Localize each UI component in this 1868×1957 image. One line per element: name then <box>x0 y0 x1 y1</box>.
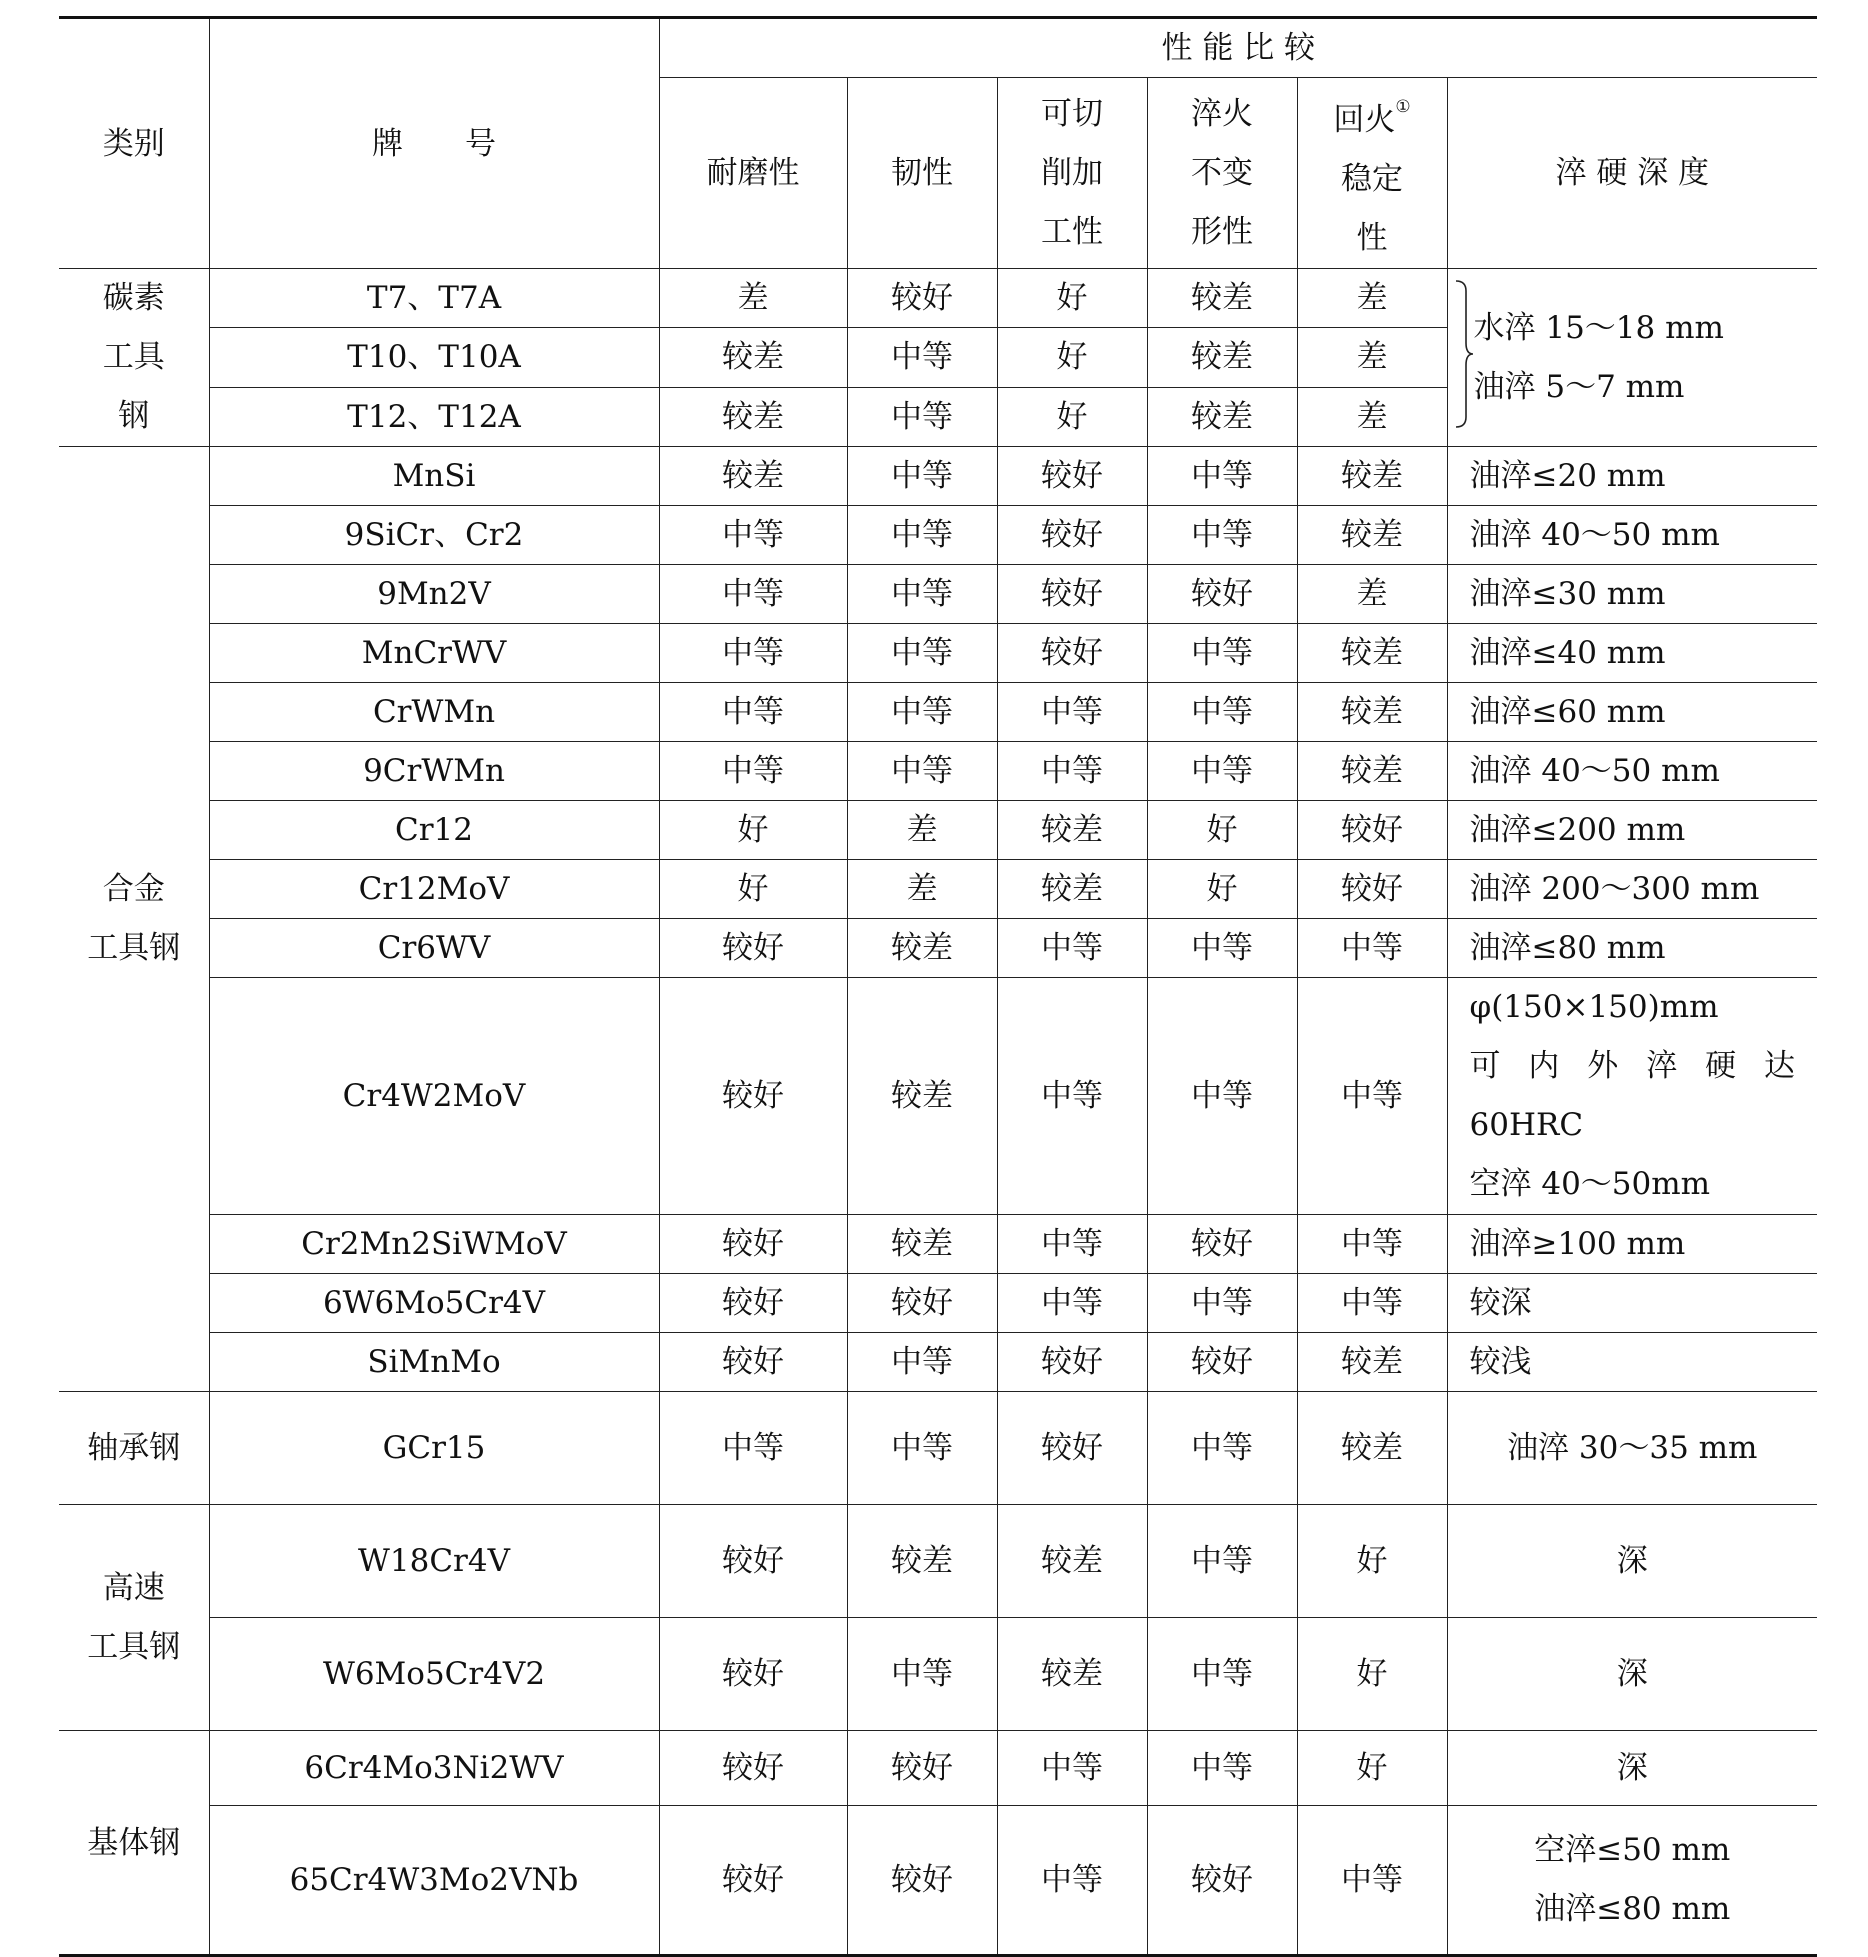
distortion-cell: 较差 <box>1147 269 1297 328</box>
tempering-cell: 较差 <box>1297 742 1447 801</box>
table-row <box>59 801 1817 860</box>
brace-icon <box>1452 279 1474 429</box>
wear-cell: 较差 <box>659 447 847 506</box>
header-hardenability: 淬 硬 深 度 <box>1447 78 1817 269</box>
hardenability-cell: 较深 <box>1447 1274 1817 1333</box>
distortion-cell: 中等 <box>1147 624 1297 683</box>
grade-cell: 65Cr4W3Mo2VNb <box>209 1806 659 1956</box>
tempering-cell: 较差 <box>1297 1333 1447 1392</box>
hardenability-cell: 较浅 <box>1447 1333 1817 1392</box>
toughness-cell: 差 <box>847 860 997 919</box>
toughness-cell: 中等 <box>847 1333 997 1392</box>
wear-cell: 较好 <box>659 1505 847 1618</box>
grade-cell: T10、T10A <box>209 328 659 387</box>
distortion-cell: 中等 <box>1147 1731 1297 1806</box>
group-matrix-steel: 基体钢 <box>59 1731 209 1956</box>
group-high-speed-steel: 高速 工具钢 <box>59 1505 209 1731</box>
grade-cell: 9SiCr、Cr2 <box>209 506 659 565</box>
machinability-cell: 中等 <box>997 978 1147 1215</box>
distortion-cell: 中等 <box>1147 919 1297 978</box>
tempering-cell: 较差 <box>1297 624 1447 683</box>
grade-cell: CrWMn <box>209 683 659 742</box>
grade-cell: MnSi <box>209 447 659 506</box>
hardenability-cell: 油淬≥100 mm <box>1447 1215 1817 1274</box>
toughness-cell: 较差 <box>847 1215 997 1274</box>
tempering-cell: 中等 <box>1297 1806 1447 1956</box>
tempering-cell: 较好 <box>1297 860 1447 919</box>
hardenability-cell: 深 <box>1447 1505 1817 1618</box>
grade-cell: SiMnMo <box>209 1333 659 1392</box>
toughness-cell: 中等 <box>847 387 997 446</box>
table-row <box>59 447 1817 506</box>
toughness-cell: 中等 <box>847 683 997 742</box>
tempering-cell: 中等 <box>1297 1274 1447 1333</box>
grade-cell: 9CrWMn <box>209 742 659 801</box>
toughness-cell: 中等 <box>847 565 997 624</box>
grade-cell: T12、T12A <box>209 387 659 446</box>
grade-cell: Cr12 <box>209 801 659 860</box>
grade-cell: T7、T7A <box>209 269 659 328</box>
distortion-cell: 较好 <box>1147 565 1297 624</box>
distortion-cell: 中等 <box>1147 1618 1297 1731</box>
table-row <box>59 1806 1817 1956</box>
table-row <box>59 860 1817 919</box>
toughness-cell: 中等 <box>847 328 997 387</box>
group-alloy-tool-steel: 合金 工具钢 <box>59 447 209 1392</box>
wear-cell: 较好 <box>659 1731 847 1806</box>
wear-cell: 较差 <box>659 328 847 387</box>
toughness-cell: 中等 <box>847 742 997 801</box>
hardenability-cell: 空淬≤50 mm 油淬≤80 mm <box>1447 1806 1817 1956</box>
wear-cell: 较好 <box>659 1274 847 1333</box>
carbon-hardenability-cell: 水淬 15～18 mm 油淬 5～7 mm <box>1447 269 1817 447</box>
machinability-cell: 较差 <box>997 1505 1147 1618</box>
table-row <box>59 1333 1817 1392</box>
hardenability-cell: 油淬≤30 mm <box>1447 565 1817 624</box>
wear-cell: 较好 <box>659 1806 847 1956</box>
distortion-cell: 较好 <box>1147 1806 1297 1956</box>
machinability-cell: 中等 <box>997 1806 1147 1956</box>
wear-cell: 差 <box>659 269 847 328</box>
distortion-cell: 中等 <box>1147 1505 1297 1618</box>
distortion-cell: 中等 <box>1147 683 1297 742</box>
machinability-cell: 较好 <box>997 624 1147 683</box>
distortion-cell: 中等 <box>1147 1274 1297 1333</box>
machinability-cell: 较好 <box>997 506 1147 565</box>
hardenability-cell: 油淬≤40 mm <box>1447 624 1817 683</box>
wear-cell: 中等 <box>659 742 847 801</box>
grade-cell: MnCrWV <box>209 624 659 683</box>
toughness-cell: 中等 <box>847 447 997 506</box>
machinability-cell: 好 <box>997 328 1147 387</box>
machinability-cell: 较差 <box>997 1618 1147 1731</box>
wear-cell: 较差 <box>659 387 847 446</box>
tempering-cell: 差 <box>1297 328 1447 387</box>
wear-cell: 好 <box>659 860 847 919</box>
hardenability-cell: 油淬≤80 mm <box>1447 919 1817 978</box>
hardenability-cell: 深 <box>1447 1731 1817 1806</box>
machinability-cell: 较好 <box>997 1392 1147 1505</box>
toughness-cell: 较好 <box>847 269 997 328</box>
table-row <box>59 1731 1817 1806</box>
table-row <box>59 1505 1817 1618</box>
tempering-cell: 差 <box>1297 269 1447 328</box>
wear-cell: 中等 <box>659 506 847 565</box>
hardenability-cell: 油淬 200～300 mm <box>1447 860 1817 919</box>
grade-cell: Cr12MoV <box>209 860 659 919</box>
hardenability-cell: φ(150×150)mm 可 内 外 淬 硬 达 60HRC 空淬 40～50mm <box>1447 978 1817 1215</box>
machinability-cell: 中等 <box>997 683 1147 742</box>
machinability-cell: 好 <box>997 387 1147 446</box>
grade-cell: 9Mn2V <box>209 565 659 624</box>
distortion-cell: 较差 <box>1147 387 1297 446</box>
machinability-cell: 好 <box>997 269 1147 328</box>
grade-cell: GCr15 <box>209 1392 659 1505</box>
hardenability-cell: 深 <box>1447 1618 1817 1731</box>
grade-cell: 6W6Mo5Cr4V <box>209 1274 659 1333</box>
machinability-cell: 中等 <box>997 919 1147 978</box>
distortion-cell: 中等 <box>1147 447 1297 506</box>
distortion-cell: 中等 <box>1147 506 1297 565</box>
header-category: 类别 <box>59 18 209 269</box>
grade-cell: Cr4W2MoV <box>209 978 659 1215</box>
distortion-cell: 中等 <box>1147 742 1297 801</box>
tempering-cell: 好 <box>1297 1731 1447 1806</box>
group-carbon-tool-steel: 碳素 工具 钢 <box>59 269 209 447</box>
distortion-cell: 较差 <box>1147 328 1297 387</box>
tempering-cell: 较差 <box>1297 683 1447 742</box>
tempering-cell: 中等 <box>1297 919 1447 978</box>
wear-cell: 较好 <box>659 1618 847 1731</box>
machinability-cell: 较好 <box>997 447 1147 506</box>
table-row <box>59 683 1817 742</box>
wear-cell: 较好 <box>659 978 847 1215</box>
toughness-cell: 较好 <box>847 1274 997 1333</box>
distortion-cell: 好 <box>1147 801 1297 860</box>
machinability-cell: 中等 <box>997 742 1147 801</box>
wear-cell: 较好 <box>659 1215 847 1274</box>
toughness-cell: 较差 <box>847 978 997 1215</box>
machinability-cell: 中等 <box>997 1731 1147 1806</box>
header-tempering-stability: 回火① 稳定 性 <box>1297 78 1447 269</box>
toughness-cell: 中等 <box>847 624 997 683</box>
toughness-cell: 差 <box>847 801 997 860</box>
tempering-cell: 中等 <box>1297 1215 1447 1274</box>
group-bearing-steel: 轴承钢 <box>59 1392 209 1505</box>
distortion-cell: 好 <box>1147 860 1297 919</box>
table-row <box>59 1392 1817 1505</box>
hardenability-cell: 油淬 40～50 mm <box>1447 506 1817 565</box>
table-row <box>59 742 1817 801</box>
machinability-cell: 较好 <box>997 1333 1147 1392</box>
toughness-cell: 较好 <box>847 1731 997 1806</box>
table-row <box>59 506 1817 565</box>
wear-cell: 中等 <box>659 565 847 624</box>
header-grade: 牌 号 <box>209 18 659 269</box>
toughness-cell: 较好 <box>847 1806 997 1956</box>
toughness-cell: 中等 <box>847 1392 997 1505</box>
machinability-cell: 较差 <box>997 860 1147 919</box>
header-wear-resistance: 耐磨性 <box>659 78 847 269</box>
distortion-cell: 中等 <box>1147 978 1297 1215</box>
table-row <box>59 269 1817 328</box>
machinability-cell: 较好 <box>997 565 1147 624</box>
grade-cell: Cr2Mn2SiWMoV <box>209 1215 659 1274</box>
tempering-cell: 较好 <box>1297 801 1447 860</box>
table-row <box>59 919 1817 978</box>
table-row <box>59 565 1817 624</box>
hardenability-cell: 油淬 30～35 mm <box>1447 1392 1817 1505</box>
tool-steel-comparison-table <box>59 16 1817 1957</box>
header-toughness: 韧性 <box>847 78 997 269</box>
distortion-cell: 较好 <box>1147 1333 1297 1392</box>
grade-cell: 6Cr4Mo3Ni2WV <box>209 1731 659 1806</box>
distortion-cell: 中等 <box>1147 1392 1297 1505</box>
tempering-cell: 差 <box>1297 387 1447 446</box>
machinability-cell: 较差 <box>997 801 1147 860</box>
wear-cell: 中等 <box>659 1392 847 1505</box>
tempering-cell: 差 <box>1297 565 1447 624</box>
grade-cell: W18Cr4V <box>209 1505 659 1618</box>
hardenability-cell: 油淬≤60 mm <box>1447 683 1817 742</box>
header-performance-group: 性 能 比 较 <box>659 18 1817 78</box>
machinability-cell: 中等 <box>997 1215 1147 1274</box>
table-row <box>59 978 1817 1215</box>
table-row <box>59 1618 1817 1731</box>
table-row <box>59 1274 1817 1333</box>
wear-cell: 较好 <box>659 919 847 978</box>
toughness-cell: 较差 <box>847 1505 997 1618</box>
tempering-cell: 较差 <box>1297 447 1447 506</box>
wear-cell: 好 <box>659 801 847 860</box>
header-machinability: 可切 削加 工性 <box>997 78 1147 269</box>
tempering-cell: 中等 <box>1297 978 1447 1215</box>
wear-cell: 中等 <box>659 683 847 742</box>
grade-cell: W6Mo5Cr4V2 <box>209 1618 659 1731</box>
hardenability-cell: 油淬≤200 mm <box>1447 801 1817 860</box>
wear-cell: 中等 <box>659 624 847 683</box>
hardenability-cell: 油淬≤20 mm <box>1447 447 1817 506</box>
toughness-cell: 中等 <box>847 1618 997 1731</box>
machinability-cell: 中等 <box>997 1274 1147 1333</box>
wear-cell: 较好 <box>659 1333 847 1392</box>
toughness-cell: 较差 <box>847 919 997 978</box>
tempering-cell: 好 <box>1297 1505 1447 1618</box>
tempering-cell: 好 <box>1297 1618 1447 1731</box>
toughness-cell: 中等 <box>847 506 997 565</box>
header-quench-distortion: 淬火 不变 形性 <box>1147 78 1297 269</box>
grade-cell: Cr6WV <box>209 919 659 978</box>
tempering-cell: 较差 <box>1297 1392 1447 1505</box>
table-row <box>59 1215 1817 1274</box>
distortion-cell: 较好 <box>1147 1215 1297 1274</box>
table-row <box>59 624 1817 683</box>
footnote-marker: ① <box>1395 97 1411 117</box>
hardenability-cell: 油淬 40～50 mm <box>1447 742 1817 801</box>
tempering-cell: 较差 <box>1297 506 1447 565</box>
